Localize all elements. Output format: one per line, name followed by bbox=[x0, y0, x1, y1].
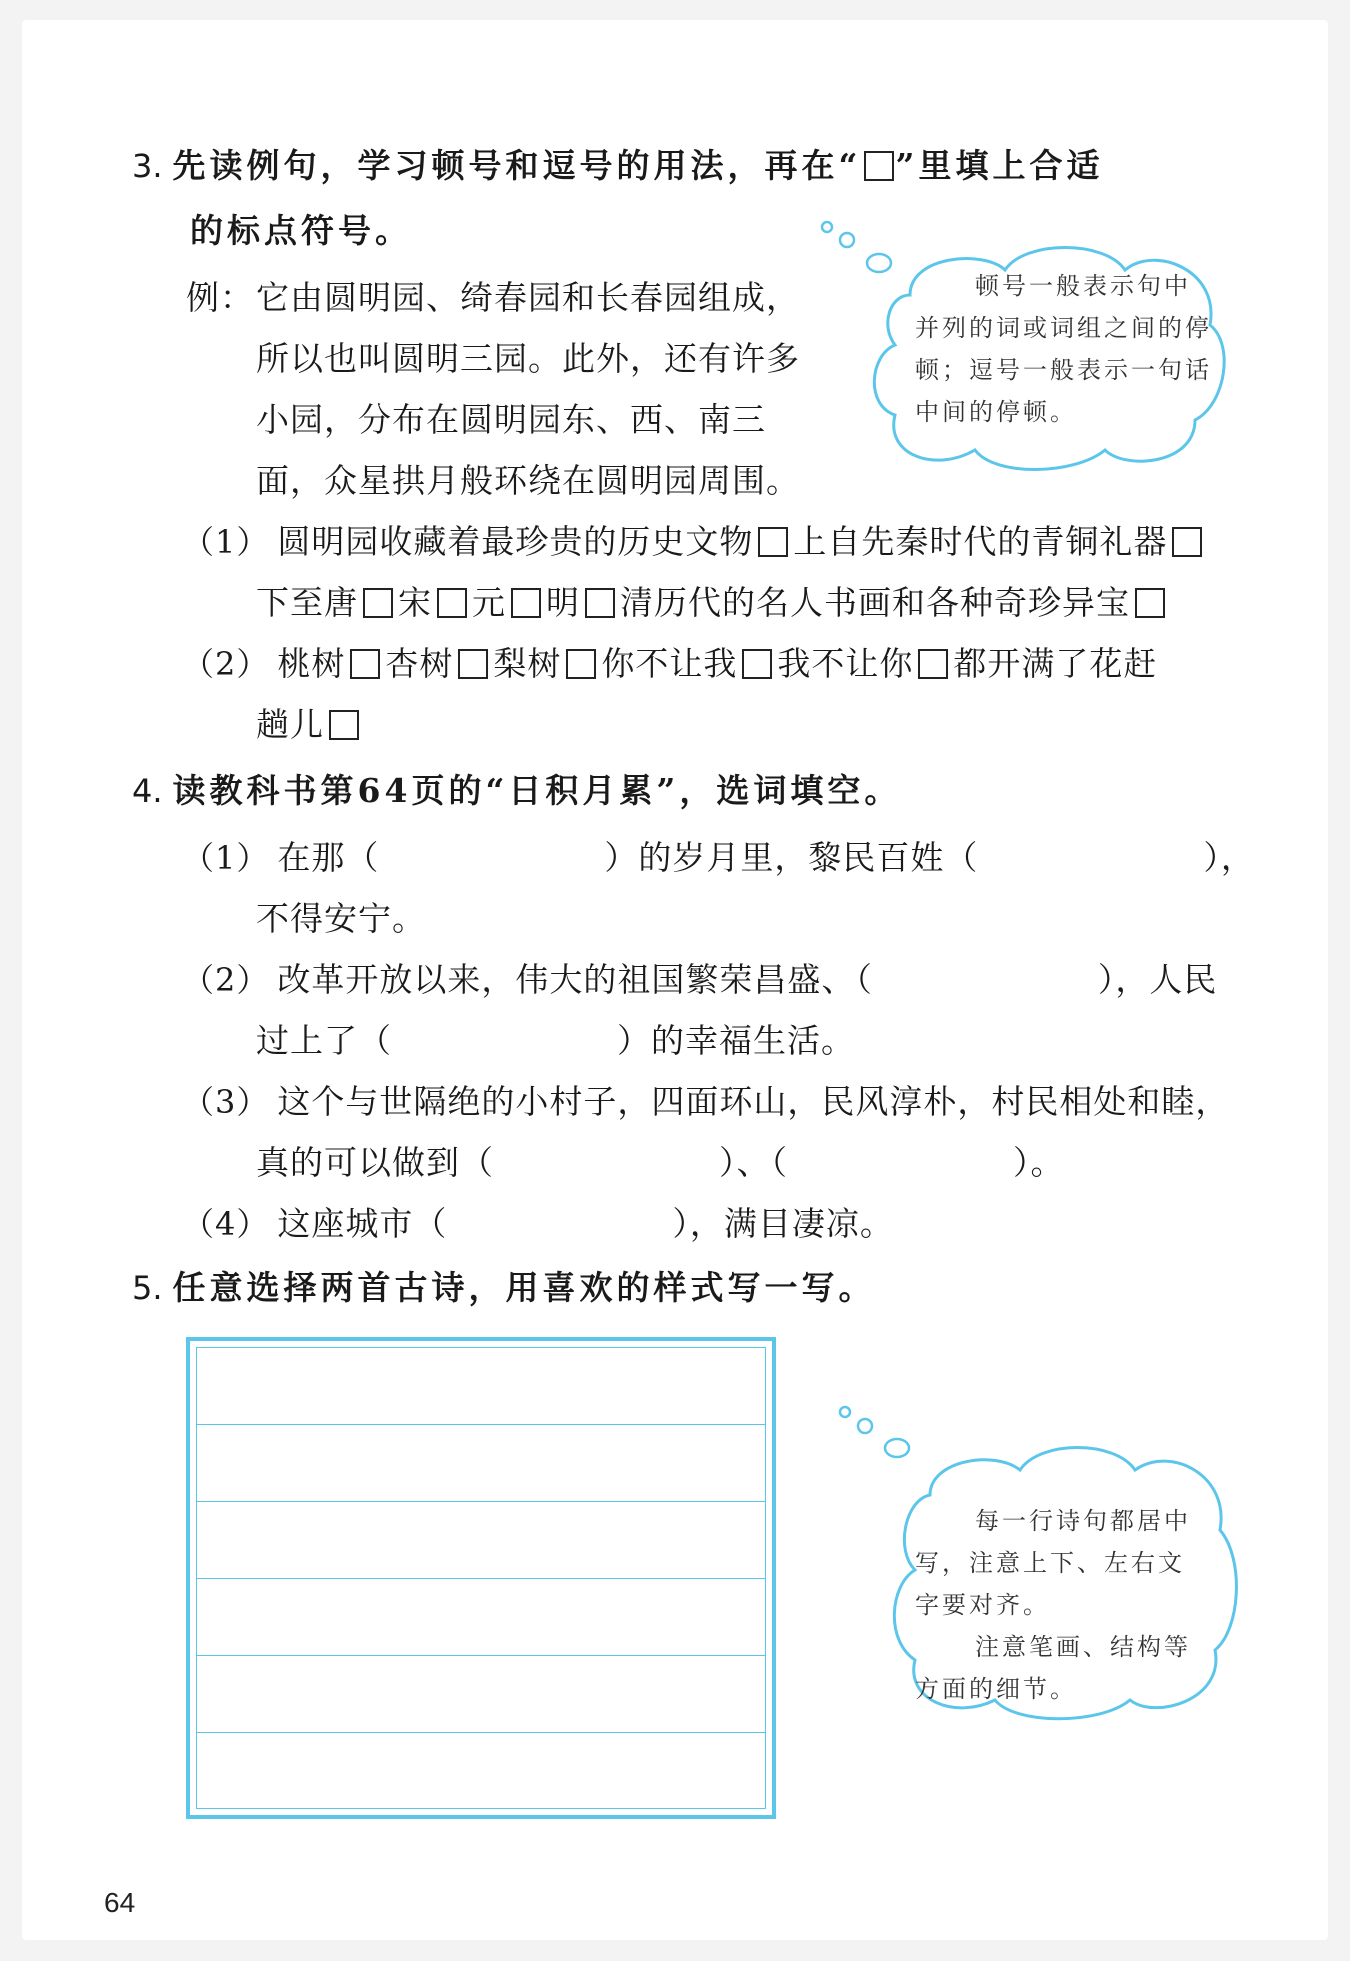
tip-poem-writing-1: 每一行诗句都居中写，注意上下、左右文字要对齐。 bbox=[915, 1507, 1191, 1619]
answer-box[interactable] bbox=[363, 588, 393, 618]
q3-title-line1: 3. 先读例句，学习顿号和逗号的用法，再在“ ”里填上合适 bbox=[132, 146, 1104, 185]
q3-title-line2: 的标点符号。 bbox=[190, 211, 412, 250]
q4-number: 4. bbox=[132, 772, 163, 810]
answer-box[interactable] bbox=[350, 649, 380, 679]
example-line-3: 小园，分布在圆明园东、西、南三 bbox=[256, 400, 766, 439]
writing-inner-frame bbox=[196, 1347, 766, 1809]
answer-box[interactable] bbox=[758, 527, 788, 557]
q3-item-2-line1: （2） 桃树 杏树 梨树 你不让我 我不让你 都开满了花赶 bbox=[182, 644, 1158, 683]
poem-writing-area[interactable] bbox=[186, 1337, 776, 1819]
example-line-1: 它由圆明园、绮春园和长春园组成， bbox=[256, 278, 800, 317]
writing-line bbox=[197, 1578, 765, 1579]
answer-box[interactable] bbox=[458, 649, 488, 679]
q5-title: 5. 任意选择两首古诗，用喜欢的样式写一写。 bbox=[132, 1268, 876, 1307]
q4-item-3-line2: 真的可以做到（ ）、（ ）。 bbox=[256, 1143, 1065, 1182]
q4-item-3-line1: （3） 这个与世隔绝的小村子，四面环山，民风淳朴，村民相处和睦， bbox=[182, 1082, 1230, 1121]
q4-title: 4. 读教科书第64页的“日积月累”，选词填空。 bbox=[132, 771, 902, 810]
q3-item-1-line1: （1） 圆明园收藏着最珍贵的历史文物 上自先秦时代的青铜礼器 bbox=[182, 516, 1207, 563]
example-line-2: 所以也叫圆明三园。此外，还有许多 bbox=[256, 339, 800, 378]
q4-item-1-line1: （1） 在那（ ）的岁月里，黎民百姓（ ）， bbox=[182, 838, 1255, 877]
example-label: 例： bbox=[186, 278, 254, 317]
q4-item-1-line2: 不得安宁。 bbox=[256, 899, 426, 938]
answer-box[interactable] bbox=[566, 649, 596, 679]
writing-line bbox=[197, 1424, 765, 1425]
writing-line bbox=[197, 1655, 765, 1656]
answer-box[interactable] bbox=[585, 588, 615, 618]
answer-box[interactable] bbox=[329, 710, 359, 740]
q4-item-2-line1: （2） 改革开放以来，伟大的祖国繁荣昌盛、（ ），人民 bbox=[182, 960, 1218, 999]
answer-box[interactable] bbox=[1172, 527, 1202, 557]
tip-poem-writing-2: 注意笔画、结构等方面的细节。 bbox=[915, 1633, 1191, 1703]
q3-number: 3. bbox=[132, 147, 163, 185]
writing-line bbox=[197, 1501, 765, 1502]
tip-comma-usage: 顿号一般表示句中并列的词或词组之间的停顿；逗号一般表示一句话中间的停顿。 bbox=[915, 272, 1212, 426]
q4-item-2-line2: 过上了（ ）的幸福生活。 bbox=[256, 1021, 855, 1060]
q5-number: 5. bbox=[132, 1269, 163, 1307]
answer-box[interactable] bbox=[918, 649, 948, 679]
answer-box[interactable] bbox=[1135, 588, 1165, 618]
q4-item-4-line1: （4） 这座城市（ ），满目凄凉。 bbox=[182, 1204, 894, 1243]
page-number: 64 bbox=[104, 1887, 136, 1918]
answer-box[interactable] bbox=[742, 649, 772, 679]
example-line-4: 面，众星拱月般环绕在圆明园周围。 bbox=[256, 461, 800, 500]
answer-box[interactable] bbox=[511, 588, 541, 618]
answer-box[interactable] bbox=[437, 588, 467, 618]
q3-item-1-line2: 下至唐 宋 元 明 清历代的名人书画和各种奇珍异宝 bbox=[256, 577, 1170, 624]
q3-item-2-line2: 趟儿 bbox=[256, 699, 364, 746]
punctuation-box bbox=[864, 151, 894, 181]
writing-line bbox=[197, 1732, 765, 1733]
